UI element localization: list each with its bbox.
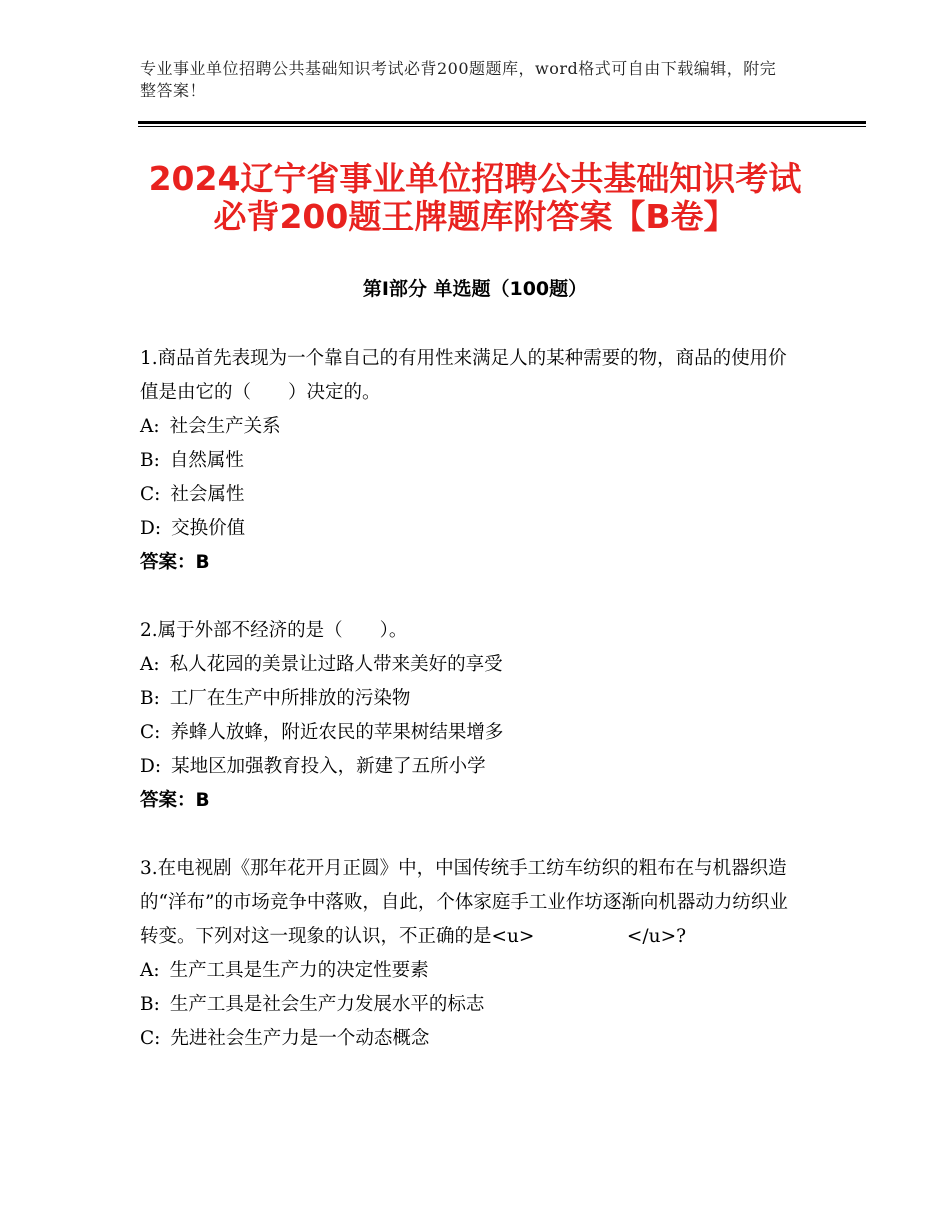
section-heading: 第Ⅰ部分 单选题（100题） — [362, 278, 588, 300]
option-d — [140, 750, 795, 784]
option-a — [140, 648, 795, 682]
option-letter: D: — [140, 518, 162, 539]
question-2 — [140, 614, 795, 818]
title-line-1: 2024辽宁省事业单位招聘公共基础知识考试 — [148, 159, 802, 198]
option-text: 生产工具是生产力的决定性要素 — [169, 960, 429, 981]
header-note: 专业事业单位招聘公共基础知识考试必背200题题库，word格式可自由下载编辑，附完整答案！ — [140, 59, 777, 100]
answer-line: 答案：B — [140, 552, 210, 573]
option-text: 工厂在生产中所排放的污染物 — [169, 688, 411, 709]
document-title — [100, 160, 850, 236]
question-3 — [140, 852, 795, 1056]
option-text: 私人花园的美景让过路人带来美好的享受 — [169, 654, 503, 675]
option-a — [140, 954, 795, 988]
option-letter: B: — [140, 688, 160, 709]
header-divider-thin — [138, 126, 866, 127]
option-text: 某地区加强教育投入，新建了五所小学 — [171, 756, 486, 777]
option-text: 社会属性 — [170, 484, 245, 505]
option-text: 先进社会生产力是一个动态概念 — [170, 1028, 430, 1049]
option-letter: D: — [140, 756, 162, 777]
option-text: 生产工具是社会生产力发展水平的标志 — [169, 994, 485, 1015]
question-stem: 3.在电视剧《那年花开月正圆》中，中国传统手工纺车纺织的粗布在与机器织造的“洋布”的市场竞争中落败，自此，个体家庭手工业作坊逐渐向机器动力纺织业转变。下列对这一现象的认识，不正确的是<u> </u>? — [140, 858, 788, 947]
option-c — [140, 1022, 795, 1056]
option-a — [140, 410, 795, 444]
option-b — [140, 682, 795, 716]
answer-line: 答案：B — [140, 790, 210, 811]
option-b — [140, 444, 795, 478]
question-stem: 2.属于外部不经济的是（ ）。 — [140, 620, 408, 641]
option-text: 养蜂人放蜂，附近农民的苹果树结果增多 — [170, 722, 504, 743]
question-stem: 1.商品首先表现为一个靠自己的有用性来满足人的某种需要的物，商品的使用价值是由它的（ ）决定的。 — [140, 348, 787, 403]
option-letter: C: — [140, 484, 161, 505]
option-letter: C: — [140, 1028, 161, 1049]
option-letter: A: — [140, 654, 160, 675]
title-line-2: 必背200题王牌题库附答案【B卷】 — [213, 197, 737, 236]
option-text: 社会生产关系 — [169, 416, 281, 437]
option-c — [140, 716, 795, 750]
option-text: 交换价值 — [171, 518, 246, 539]
option-letter: B: — [140, 994, 160, 1015]
option-text: 自然属性 — [169, 450, 244, 471]
option-d — [140, 512, 795, 546]
question-1 — [140, 342, 795, 580]
option-b — [140, 988, 795, 1022]
option-letter: A: — [140, 416, 160, 437]
option-letter: A: — [140, 960, 160, 981]
header-divider-thick — [138, 121, 866, 124]
question-list — [140, 342, 795, 1090]
option-letter: B: — [140, 450, 160, 471]
option-letter: C: — [140, 722, 161, 743]
option-c — [140, 478, 795, 512]
